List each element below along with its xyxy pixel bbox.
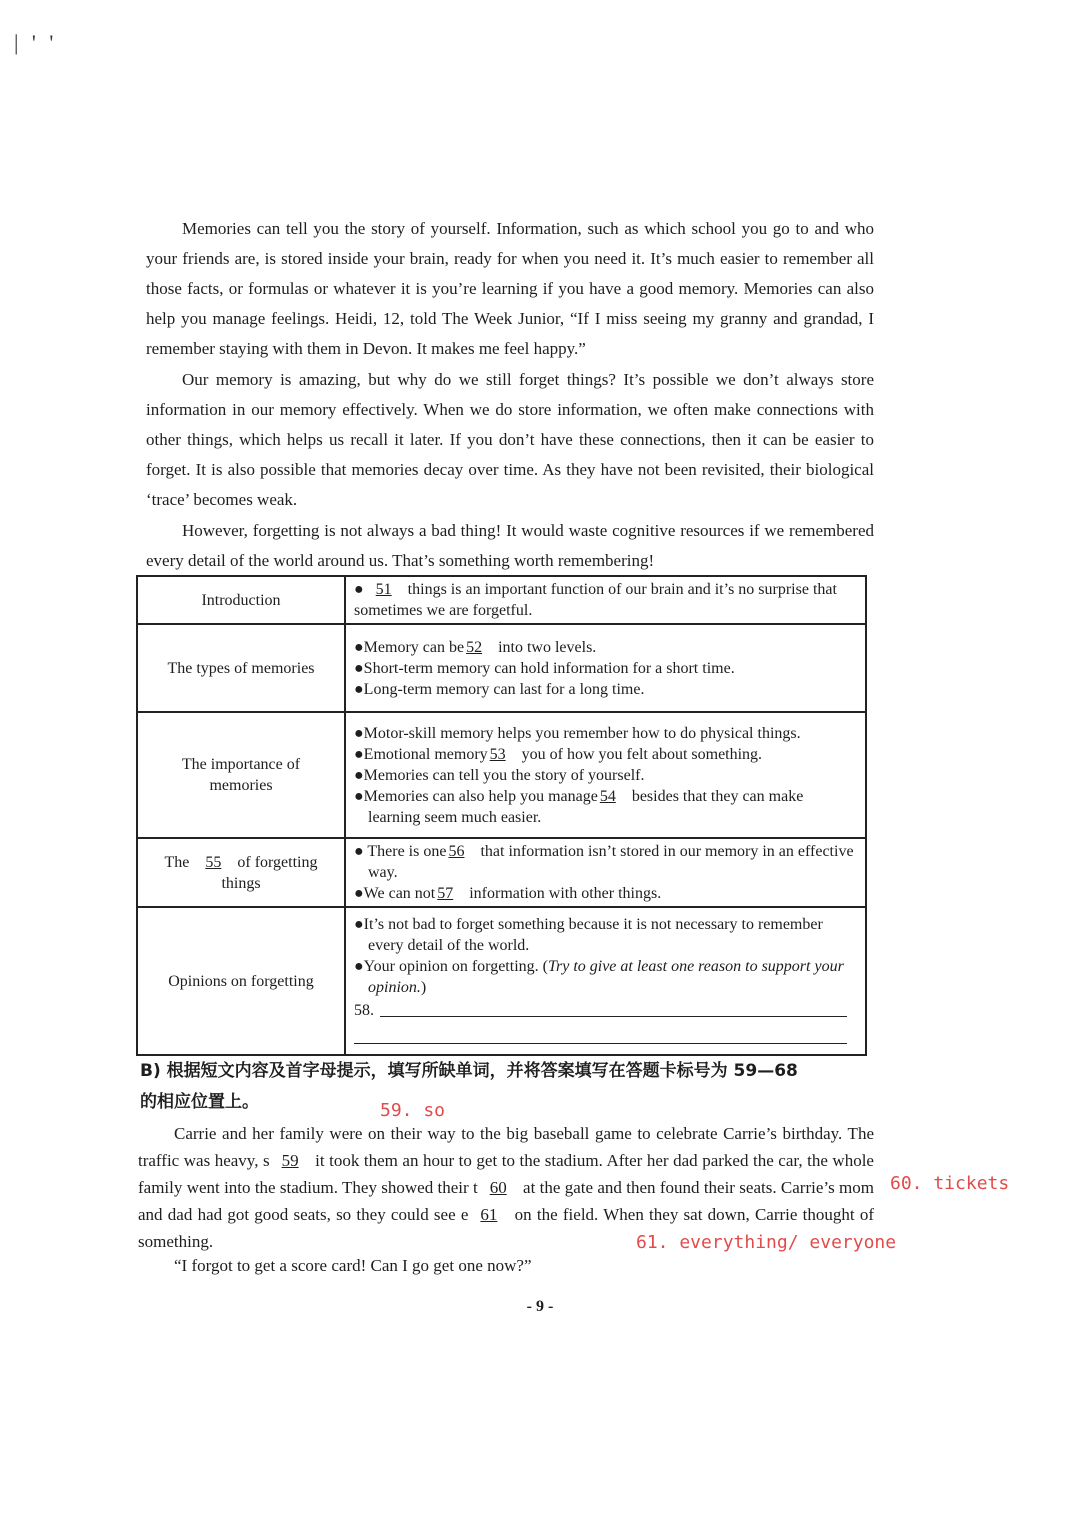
paragraph-1-text: Memories can tell you the story of yourself. Information, such as which school you go to and who your friends are, is stored inside your brain, ready for when you need it. It’s much easier to remember all those facts, or formulas or whatever it is you’re learning if you have a good memory. Memories can also help you manage feelings. Heidi, 12, told The Week Junior, “If I miss seeing my granny and grandad, I remember staying with them in Devon. It makes me feel happy.”	[146, 219, 874, 358]
row-content-types	[345, 624, 866, 712]
reasons-label-a: The	[164, 853, 194, 871]
blank-56[interactable]: 56	[448, 843, 465, 860]
handwritten-answer-59: 59. so	[380, 1100, 446, 1121]
row-label-reasons	[137, 838, 345, 907]
table-row-opinions	[137, 907, 866, 1055]
story-quote-text: “I forgot to get a score card! Can I go get one now?”	[174, 1256, 532, 1275]
types-item-1	[354, 637, 857, 658]
page-number: - 9 -	[526, 1298, 554, 1315]
importance-item-4-b: besides that they can make learning seem much easier.	[368, 787, 804, 826]
table-row-importance	[137, 712, 866, 838]
reasons-item-2	[354, 883, 857, 904]
section-b-instruction-line-2: 的相应位置上。	[140, 1092, 259, 1112]
row-content-opinions	[345, 907, 866, 1055]
types-item-1-b: into two levels.	[494, 638, 597, 656]
story-part-4: on the field. When they sat down, Carrie thought of something.	[138, 1205, 874, 1251]
blank-54[interactable]: 54	[599, 787, 616, 805]
corner-scan-mark: | ' '	[14, 30, 58, 55]
blank-55[interactable]: 55	[205, 853, 222, 871]
opinions-item-1: ●It’s not bad to forget something because it is not necessary to remember every detail of the world.	[354, 916, 823, 954]
handwritten-answer-61: 61. everything/ everyone	[636, 1232, 897, 1253]
reasons-item-2-b: information with other things.	[465, 885, 662, 902]
section-b-instruction-line-1: B) 根据短文内容及首字母提示，填写所缺单词，并将答案填写在答题卡标号为 59—68	[140, 1061, 798, 1081]
table-row-introduction	[137, 576, 866, 624]
summary-table	[136, 575, 867, 1056]
intro-text: things is an important function of our brain and it’s no surprise that sometimes we are forgetful.	[354, 581, 837, 619]
blank-57[interactable]: 57	[437, 885, 454, 902]
paragraph-2-text: Our memory is amazing, but why do we still forget things? It’s possible we don’t always store information in our memory effectively. When we do store information, we often make connections with other things, which helps us recall it later. If you don’t have these connections, then it can be easier to forget. It is also possible that memories decay over time. As they have not been revisited, their biological ‘trace’ becomes weak.	[146, 370, 874, 509]
reasons-item-1-b: that information isn’t stored in our memory in an effective way.	[368, 843, 854, 881]
importance-label-1: The importance of	[181, 756, 301, 773]
story-part-3: at the gate and then found their seats. Carrie’s mom and dad had got good seats, so they could see e	[138, 1178, 874, 1224]
row-label-introduction: Introduction	[137, 576, 345, 624]
opinions-item-2	[354, 956, 857, 998]
importance-item-1: ●Motor-skill memory helps you remember how to do physical things.	[354, 724, 801, 742]
importance-item-4	[354, 786, 857, 828]
passage-paragraph-1	[146, 214, 874, 364]
reasons-label-b: of forgetting things	[221, 853, 318, 892]
answer-line-58-2[interactable]	[354, 1027, 847, 1044]
row-content-importance	[345, 712, 866, 838]
story-part-2: it took them an hour to get to the stadium. After her dad parked the car, the whole family went into the stadium. They showed their t	[138, 1151, 874, 1197]
importance-item-2-b: you of how you felt about something.	[517, 745, 763, 763]
blank-53[interactable]: 53	[489, 745, 506, 763]
story-paragraph	[138, 1120, 874, 1255]
importance-item-2-a: ●Emotional memory	[354, 745, 492, 763]
passage-paragraph-2	[146, 365, 874, 515]
importance-item-4-a: ●Memories can also help you manage	[354, 787, 602, 805]
importance-item-2	[354, 744, 857, 765]
handwritten-answer-60: 60. tickets	[890, 1173, 1010, 1194]
question-58-number: 58.	[354, 1002, 374, 1019]
table-row-reasons	[137, 838, 866, 907]
types-item-1-a: ●Memory can be	[354, 638, 469, 656]
bullet: ●	[354, 581, 364, 598]
opinions-item-2-a: ●Your opinion on forgetting. (	[354, 958, 548, 975]
answer-line-58-1[interactable]	[380, 1000, 847, 1017]
table-row-types	[137, 624, 866, 712]
importance-item-3: ●Memories can tell you the story of yourself.	[354, 766, 645, 784]
opinions-item-2-italic: Try to give at least one reason to support your opinion.	[368, 958, 844, 996]
types-item-2: ●Short-term memory can hold information for a short time.	[354, 659, 735, 677]
row-content-reasons	[345, 838, 866, 907]
blank-51[interactable]: 51	[375, 581, 392, 598]
importance-label-2: memories	[209, 777, 273, 794]
answer-58-row	[354, 998, 857, 1021]
story-quote	[138, 1252, 874, 1279]
row-label-types: The types of memories	[137, 624, 345, 712]
story-part-1: Carrie and her family were on their way to the big baseball game to celebrate Carrie’s birthday. The traffic was heavy, s	[138, 1124, 874, 1170]
reasons-item-2-a: ●We can not	[354, 885, 440, 902]
blank-61[interactable]: 61	[480, 1205, 498, 1224]
blank-52[interactable]: 52	[466, 638, 483, 656]
blank-59[interactable]: 59	[281, 1151, 299, 1170]
passage-paragraph-3	[146, 516, 874, 576]
row-label-opinions: Opinions on forgetting	[137, 907, 345, 1055]
row-label-importance	[137, 712, 345, 838]
row-content-introduction	[345, 576, 866, 624]
opinions-item-2-b: )	[420, 979, 427, 996]
blank-60[interactable]: 60	[489, 1178, 507, 1197]
paragraph-3-text: However, forgetting is not always a bad thing! It would waste cognitive resources if we remembered every detail of the world around us. That’s something worth remembering!	[146, 521, 874, 570]
reasons-item-1-a: ● There is one	[354, 843, 451, 860]
types-item-3: ●Long-term memory can last for a long time.	[354, 680, 645, 698]
reasons-item-1	[354, 841, 857, 883]
